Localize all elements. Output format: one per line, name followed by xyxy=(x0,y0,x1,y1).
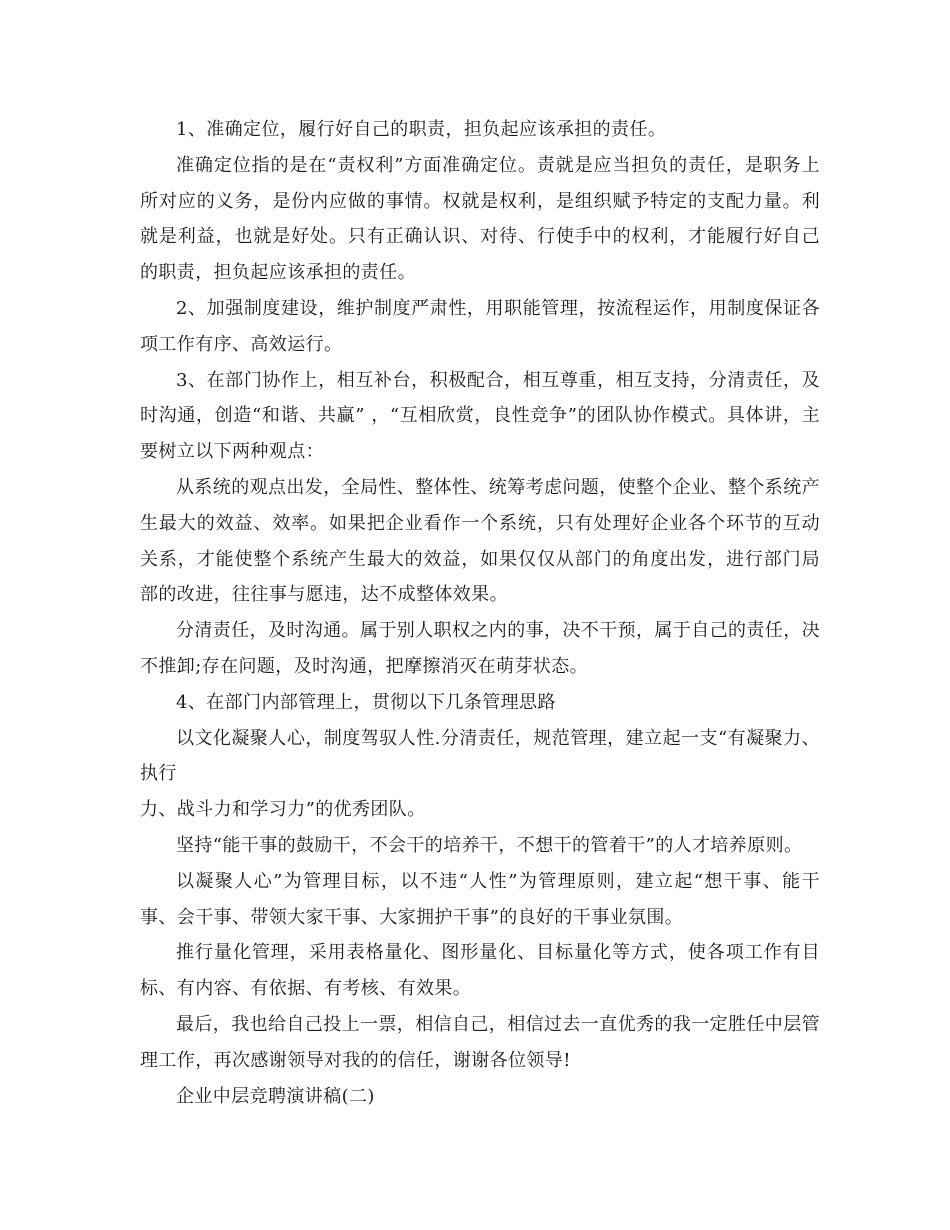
paragraph-7: 4、在部门内部管理上，贯彻以下几条管理思路 xyxy=(176,691,556,713)
paragraph-5: 从系统的观点出发，全局性、整体性、统筹考虑问题，使整个企业、整个系统产生最大的效益、效率。如果把企业看作一个系统，只有处理好企业各个环节的互动关系，才能使整个系统产生最大的效益，如果仅仅从部门的角度出发，进行部门局部的改进，往往事与愿违，达不成整体效果。 xyxy=(140,476,820,606)
paragraph-1: 1、准确定位，履行好自己的职责，担负起应该承担的责任。 xyxy=(176,119,667,140)
paragraph-11: 以凝聚人心”为管理目标，以不违“人性”为管理原则，建立起“想干事、能干事、会干事、带领大家干事、大家拥护干事”的良好的干事业氛围。 xyxy=(140,870,820,928)
paragraph-3: 2、加强制度建设，维护制度严肃性，用职能管理，按流程运作，用制度保证各项工作有序、高效运行。 xyxy=(140,297,820,355)
paragraph-6: 分清责任，及时沟通。属于别人职权之内的事，决不干预，属于自己的责任，决不推卸;存在问题，及时沟通，把摩擦消灭在萌芽状态。 xyxy=(140,620,820,677)
document-body xyxy=(140,112,820,1114)
paragraph-10: 坚持“能干事的鼓励干，不会干的培养干，不想干的管着干”的人才培养原则。 xyxy=(176,834,803,856)
section-heading: 企业中层竞聘演讲稿(二) xyxy=(176,1085,375,1107)
paragraph-8: 以文化凝聚人心，制度驾驭人性.分清责任，规范管理，建立起一支“有凝聚力、执行 xyxy=(140,727,820,785)
paragraph-13: 最后，我也给自己投上一票，相信自己，相信过去一直优秀的我一定胜任中层管理工作，再次感谢领导对我的的信任，谢谢各位领导! xyxy=(140,1013,820,1071)
paragraph-4: 3、在部门协作上，相互补台，积极配合，相互尊重，相互支持，分清责任，及时沟通，创造“和谐、共赢” ，“互相欣赏，良性竞争”的团队协作模式。具体讲，主要树立以下两种观点： xyxy=(140,369,820,463)
paragraph-12: 推行量化管理，采用表格量化、图形量化、目标量化等方式，使各项工作有目标、有内容、有依据、有考核、有效果。 xyxy=(140,942,820,1000)
paragraph-9: 力、战斗力和学习力”的优秀团队。 xyxy=(140,799,426,821)
paragraph-2: 准确定位指的是在“责权利”方面准确定位。责就是应当担负的责任，是职务上所对应的义务，是份内应做的事情。权就是权利，是组织赋予特定的支配力量。利就是利益，也就是好处。只有正确认识、对待、行使手中的权利，才能履行好自己的职责，担负起应该承担的责任。 xyxy=(140,154,820,284)
